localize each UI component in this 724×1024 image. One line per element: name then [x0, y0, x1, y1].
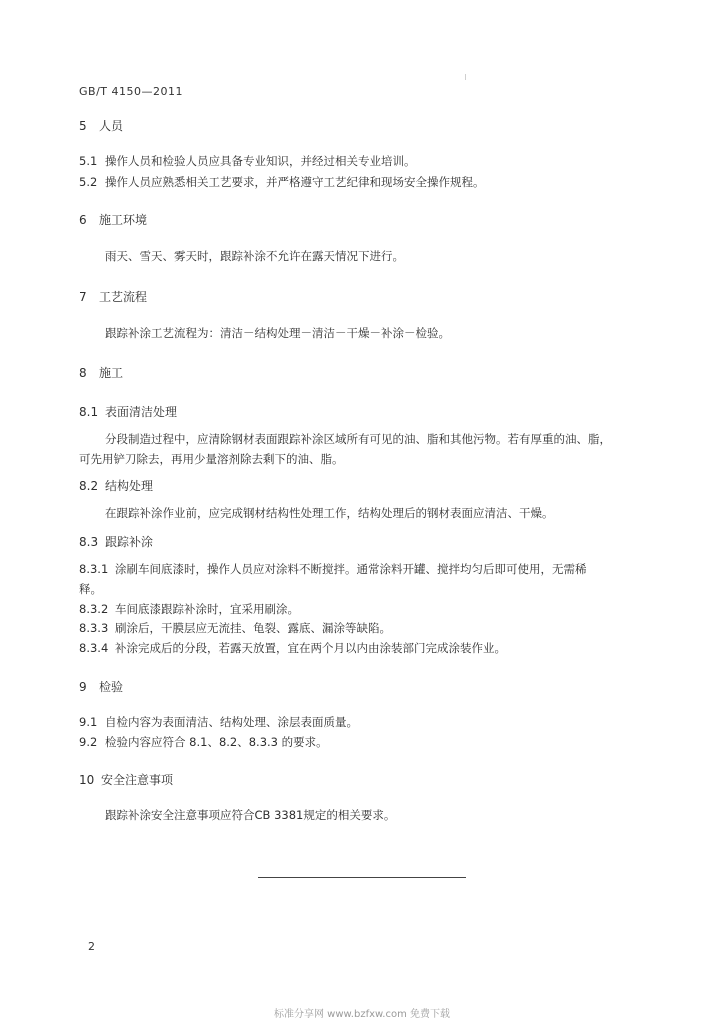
- clause-title: 跟踪补涂: [105, 535, 154, 549]
- clause-8-2-paragraph: 在跟踪补涂作业前，应完成钢材结构性处理工作，结构处理后的钢材表面应清洁、干燥。: [105, 506, 554, 520]
- clause-5-1: [79, 153, 416, 169]
- clause-8-1-heading: [79, 403, 177, 420]
- clause-text: 涂刷车间底漆时，操作人员应对涂料不断搅拌。通常涂料开罐、搅拌均匀后即可使用，无需稀: [115, 562, 587, 576]
- clause-8-2-heading: [79, 477, 153, 494]
- clause-9-2: [79, 734, 328, 750]
- section-number: 9: [79, 680, 87, 694]
- section-title: 施工环境: [99, 213, 148, 227]
- section-10-paragraph: 跟踪补涂安全注意事项应符合CB 3381规定的相关要求。: [105, 808, 396, 822]
- clause-8-3-1: [79, 561, 587, 577]
- section-number: 5: [79, 119, 87, 133]
- clause-8-3-3: [79, 620, 391, 636]
- clause-8-3-heading: [79, 533, 153, 550]
- clause-number: 8.1: [79, 405, 99, 419]
- clause-text: 自检内容为表面清洁、结构处理、涂层表面质量。: [105, 715, 358, 729]
- page-number: 2: [88, 940, 95, 953]
- clause-number: 8.2: [79, 479, 99, 493]
- clause-number: 8.3.1: [79, 562, 109, 576]
- section-title: 人员: [99, 119, 124, 133]
- section-title: 检验: [99, 680, 124, 694]
- clause-text: 车间底漆跟踪补涂时，宜采用刷涂。: [115, 602, 299, 616]
- clause-number: 9.1: [79, 715, 98, 729]
- section-number: 6: [79, 213, 87, 227]
- standard-number: GB/T 4150—2011: [79, 85, 183, 98]
- section-6-heading: [79, 211, 147, 228]
- section-number: 7: [79, 290, 87, 304]
- clause-number: 8.3: [79, 535, 99, 549]
- section-10-heading: [79, 771, 173, 788]
- scan-mark: [465, 74, 466, 80]
- section-7-heading: [79, 288, 147, 305]
- watermark-footer: 标准分享网 www.bzfxw.com 免费下载: [274, 1009, 450, 1020]
- clause-number: 9.2: [79, 735, 98, 749]
- section-6-paragraph: 雨天、雪天、雾天时，跟踪补涂不允许在露天情况下进行。: [105, 249, 404, 263]
- clause-text: 补涂完成后的分段，若露天放置，宜在两个月以内由涂装部门完成涂装作业。: [115, 641, 506, 655]
- clause-5-2: [79, 174, 485, 190]
- clause-text: 操作人员和检验人员应具备专业知识，并经过相关专业培训。: [105, 154, 416, 168]
- clause-number: 5.1: [79, 154, 98, 168]
- clause-text: 操作人员应熟悉相关工艺要求，并严格遵守工艺纪律和现场安全操作规程。: [105, 175, 485, 189]
- clause-number: 5.2: [79, 175, 98, 189]
- section-number: 8: [79, 366, 87, 380]
- section-9-heading: [79, 678, 123, 695]
- clause-8-3-2: [79, 601, 299, 617]
- section-5-heading: [79, 117, 123, 134]
- clause-8-1-paragraph-line-1: 分段制造过程中，应清除钢材表面跟踪补涂区域所有可见的油、脂和其他污物。若有厚重的油、脂，: [105, 432, 611, 446]
- clause-text: 刷涂后，干膜层应无流挂、龟裂、露底、漏涂等缺陷。: [115, 621, 391, 635]
- section-title: 安全注意事项: [101, 773, 174, 787]
- clause-text: 检验内容应符合 8.1、8.2、8.3.3 的要求。: [105, 735, 328, 749]
- clause-title: 结构处理: [105, 479, 154, 493]
- section-title: 施工: [99, 366, 124, 380]
- section-title: 工艺流程: [99, 290, 148, 304]
- section-number: 10: [79, 773, 95, 787]
- clause-title: 表面清洁处理: [105, 405, 178, 419]
- section-8-heading: [79, 364, 123, 381]
- section-7-paragraph: 跟踪补涂工艺流程为：清洁－结构处理－清洁－干燥－补涂－检验。: [105, 326, 450, 340]
- clause-8-3-4: [79, 640, 506, 656]
- clause-8-3-1-continuation: 释。: [79, 582, 102, 596]
- clause-number: 8.3.3: [79, 621, 109, 635]
- clause-number: 8.3.4: [79, 641, 109, 655]
- clause-9-1: [79, 714, 358, 730]
- clause-8-1-paragraph-line-2: 可先用铲刀除去，再用少量溶剂除去剩下的油、脂。: [79, 452, 344, 466]
- end-rule: [258, 877, 466, 878]
- clause-number: 8.3.2: [79, 602, 109, 616]
